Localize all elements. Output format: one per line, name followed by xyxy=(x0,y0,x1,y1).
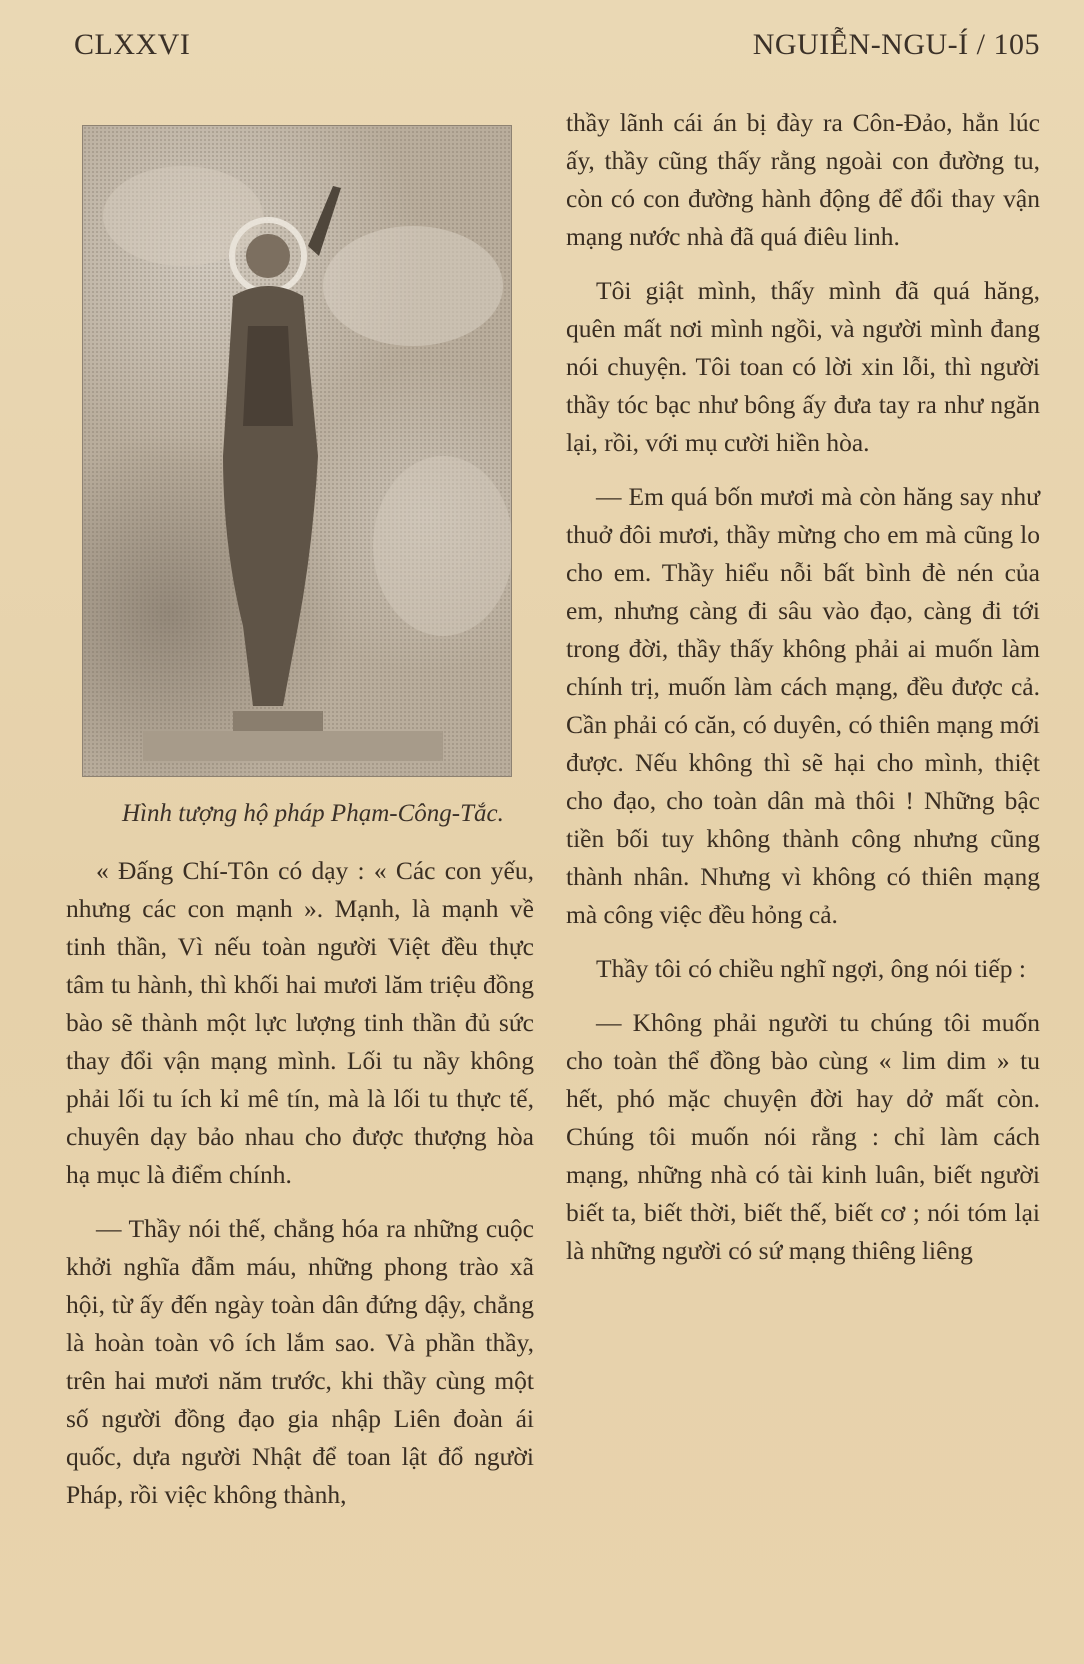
paragraph: « Đấng Chí-Tôn có dạy : « Các con yếu, nhưng các con mạnh ». Mạnh, là mạnh về tinh thần, Vì nếu toàn người Việt đều thực tâm tu hành, thì khối hai mươi lăm triệu đồng bào sẽ thành một lực lượng tinh thần đủ sức thay đổi vận mạng mình. Lối tu nầy không phải lối tu ích kỉ mê tín, mà là lối tu thực tế, chuyên dạy bảo nhau cho được thượng hòa hạ mục là điểm chính. xyxy=(66,856,534,1189)
statue-figure-image xyxy=(83,126,511,776)
paragraph: — Không phải người tu chúng tôi muốn cho toàn thể đồng bào cùng « lim dim » tu hết, phó mặc chuyện đời hay dở mất còn. Chúng tôi muốn nói rằng : chỉ làm cách mạng, những nhà có tài kinh luân, biết người biết ta, biết thời, biết thế, biết cơ ; nói tóm lại là những người có sứ mạng thiêng liêng xyxy=(566,1008,1040,1265)
paragraph: — Em quá bốn mươi mà còn hăng say như thuở đôi mươi, thầy mừng cho em mà cũng lo cho em. Thầy hiểu nỗi bất bình đè nén của em, nhưng càng đi sâu vào đạo, càng đi tới trong đời, thầy thấy không phải ai muốn làm chính trị, muốn làm cách mạng, đều được cả. Cần phải có căn, có duyên, có thiên mạng mới được. Nếu không thì sẽ hại cho mình, thiệt cho đạo, cho toàn dân mà thôi ! Những bậc tiền bối tuy không thành công nhưng cũng thành nhân. Nhưng vì không có thiên mạng mà công việc đều hỏng cả. xyxy=(566,482,1040,929)
running-head-right: NGUIỄN-NGU-Í / 105 xyxy=(752,28,1040,61)
paragraph: thầy lãnh cái án bị đày ra Côn-Đảo, hẳn lúc ấy, thầy cũng thấy rằng ngoài con đường tu, còn có con đường hành động để đổi thay vận mạng nước nhà đã quá điêu linh. xyxy=(566,108,1040,251)
paragraph: — Thầy nói thế, chẳng hóa ra những cuộc khởi nghĩa đẫm máu, những phong trào xã hội, từ ấy đến ngày toàn dân đứng dậy, chẳng là hoàn toàn vô ích lắm sao. Và phần thầy, trên hai mươi năm trước, khi thầy cùng một số người đồng đạo gia nhập Liên đoàn ái quốc, dựa người Nhật để toan lật đổ người Pháp, rồi việc không thành, xyxy=(66,1214,534,1509)
paragraph: Thầy tôi có chiều nghĩ ngợi, ông nói tiếp : xyxy=(596,954,1026,983)
right-column xyxy=(566,104,1040,1286)
paragraph: Tôi giật mình, thấy mình đã quá hăng, quên mất nơi mình ngồi, và người mình đang nói chuyện. Tôi toan có lời xin lỗi, thì người thầy tóc bạc như bông ấy đưa tay ra như ngăn lại, rồi, với mụ cười hiền hòa. xyxy=(566,276,1040,457)
left-column xyxy=(66,852,534,1530)
statue-photograph xyxy=(82,125,512,777)
running-head-left: CLXXVI xyxy=(74,28,191,61)
photo-caption: Hình tượng hộ pháp Phạm-Công-Tắc. xyxy=(122,800,504,827)
